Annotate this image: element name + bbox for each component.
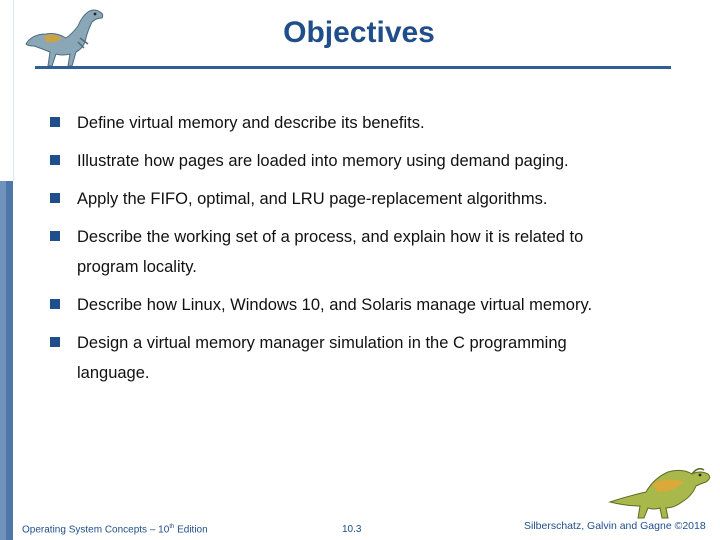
- square-bullet-icon: [50, 337, 60, 347]
- title-rule: [35, 66, 671, 69]
- list-item: [48, 184, 698, 214]
- footer-book-suffix: Edition: [174, 524, 208, 536]
- sidebar-stripe-inner: [0, 181, 6, 540]
- bullet-text: Apply the FIFO, optimal, and LRU page-replacement algorithms.: [77, 190, 548, 208]
- square-bullet-icon: [50, 231, 60, 241]
- bullet-text: Design a virtual memory manager simulation in the C programming language.: [77, 334, 567, 382]
- footer-book-sup: th: [169, 524, 175, 530]
- footer-book-prefix: Operating System Concepts – 10: [22, 524, 170, 536]
- square-bullet-icon: [50, 193, 60, 203]
- square-bullet-icon: [50, 299, 60, 309]
- square-bullet-icon: [50, 155, 60, 165]
- footer-book-title: [22, 524, 208, 535]
- sidebar-top: [0, 0, 14, 181]
- footer-copyright: Silberschatz, Galvin and Gagne ©2018: [524, 520, 706, 532]
- list-item: [48, 290, 698, 320]
- bullet-text: Illustrate how pages are loaded into memory using demand paging.: [77, 152, 569, 170]
- footer-page-number: 10.3: [342, 524, 362, 535]
- list-item: [48, 328, 622, 388]
- list-item: [48, 222, 637, 282]
- bullet-text: Describe the working set of a process, and explain how it is related to program locality.: [77, 228, 584, 276]
- objectives-list: [48, 108, 698, 396]
- square-bullet-icon: [50, 117, 60, 127]
- dinosaur-icon: [608, 462, 716, 520]
- list-item: [48, 146, 698, 176]
- slide-title: Objectives: [283, 16, 435, 49]
- dinosaur-icon: [22, 4, 114, 70]
- bullet-text: Describe how Linux, Windows 10, and Solaris manage virtual memory.: [77, 296, 593, 314]
- list-item: [48, 108, 698, 138]
- bullet-text: Define virtual memory and describe its benefits.: [77, 114, 425, 132]
